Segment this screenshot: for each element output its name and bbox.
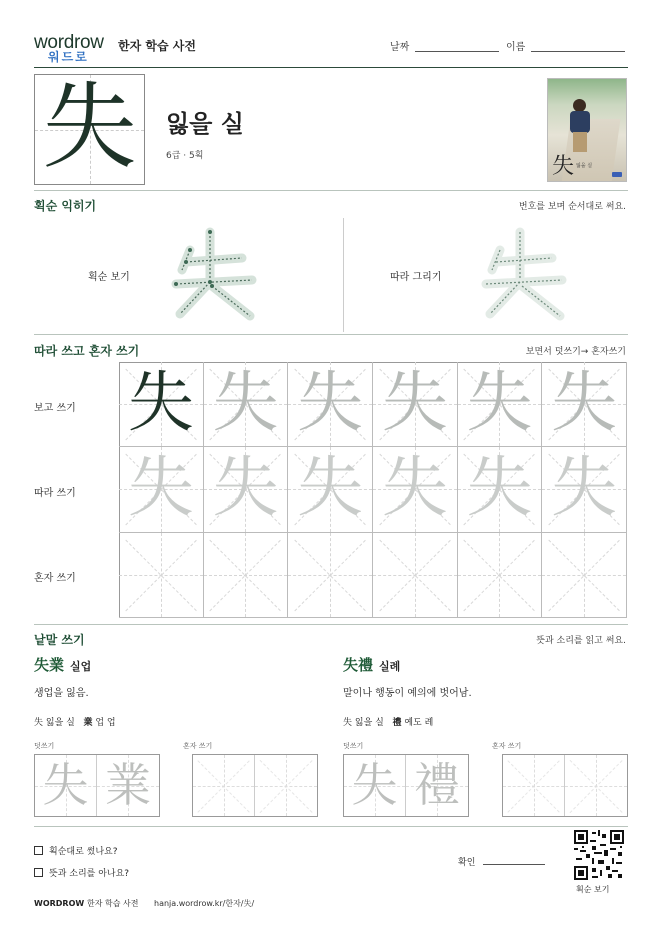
grid-character bbox=[542, 533, 626, 617]
row-label-solo: 혼자 쓰기 bbox=[34, 573, 76, 584]
grid-cell[interactable] bbox=[204, 533, 289, 618]
confirm-label: 확인 bbox=[458, 858, 476, 868]
row-label-trace: 따라 쓰기 bbox=[34, 488, 76, 499]
grid-cell[interactable] bbox=[373, 533, 458, 618]
grid-cell[interactable] bbox=[542, 533, 627, 618]
word-1-solo-box[interactable] bbox=[192, 754, 318, 817]
confirm-field[interactable] bbox=[458, 855, 545, 868]
check-meaning-sound-label: 뜻과 소리를 아나요? bbox=[49, 869, 130, 879]
word-2-solo-box[interactable] bbox=[502, 754, 628, 817]
word-2-solo-label: 혼자 쓰기 bbox=[492, 742, 522, 750]
stroke-order-title: 획순 익히기 bbox=[34, 199, 97, 213]
word-2-trace-char-1: 失 bbox=[351, 758, 398, 812]
word-2-reading: 실례 bbox=[379, 660, 401, 673]
qr-code-icon[interactable] bbox=[574, 830, 624, 880]
hero-character: 失 bbox=[42, 73, 137, 182]
word-2-part1-char: 失 bbox=[343, 718, 353, 728]
grid-character: 失 bbox=[466, 364, 533, 441]
word-2-hanja: 失禮 bbox=[343, 656, 374, 674]
grid-cell[interactable] bbox=[204, 447, 289, 532]
check-stroke-order-label: 획순대로 썼나요? bbox=[49, 847, 118, 857]
grid-character: 失 bbox=[212, 364, 279, 441]
grid-cell[interactable] bbox=[288, 447, 373, 532]
checkbox-icon[interactable] bbox=[34, 846, 43, 855]
word-1-hanja: 失業 bbox=[34, 656, 65, 674]
vocab-title: 낱말 쓰기 bbox=[34, 633, 85, 647]
footer-brand bbox=[34, 898, 138, 909]
grid-cell[interactable] bbox=[119, 447, 204, 532]
grid-cell[interactable] bbox=[458, 533, 543, 618]
grid-cell[interactable] bbox=[204, 362, 289, 447]
grid-character: 失 bbox=[127, 449, 194, 527]
word-1-trace-char-2: 業 bbox=[105, 758, 151, 812]
grid-character bbox=[458, 533, 542, 617]
word-2-trace-char-2: 禮 bbox=[414, 758, 460, 812]
stroke-trace-diagram bbox=[480, 222, 570, 322]
photo-character: 失 bbox=[552, 154, 575, 179]
character-meaning: 잃을 실 bbox=[166, 110, 244, 138]
word-1-solo-label: 혼자 쓰기 bbox=[183, 742, 213, 750]
illustration-image bbox=[547, 78, 627, 182]
word-1-part1-gloss: 잃을 실 bbox=[45, 718, 75, 728]
grid-character: 失 bbox=[297, 364, 364, 441]
word-1-parts bbox=[34, 715, 116, 728]
word-1-part1-char: 失 bbox=[34, 718, 44, 728]
checkbox-icon[interactable] bbox=[34, 868, 43, 877]
grid-character: 失 bbox=[381, 364, 448, 441]
word-2-parts bbox=[343, 715, 433, 728]
word-2-trace-label: 덧쓰기 bbox=[343, 742, 364, 750]
grid-cell[interactable] bbox=[119, 362, 204, 447]
footer-brand-name: WORDROW bbox=[34, 899, 85, 908]
stroke-order-diagram bbox=[170, 222, 260, 322]
word-1-reading: 실업 bbox=[70, 660, 92, 673]
grid-character bbox=[119, 533, 203, 617]
photo-logo-icon bbox=[612, 172, 622, 177]
word-2-part2-gloss: 예도 례 bbox=[404, 718, 434, 728]
logo-subtext: 워드로 bbox=[48, 50, 89, 64]
grid-cell[interactable] bbox=[373, 447, 458, 532]
stroke-trace-label: 따라 그리기 bbox=[390, 272, 442, 283]
grade-stroke-count: 6급 · 5획 bbox=[166, 151, 204, 161]
date-field[interactable] bbox=[390, 38, 499, 53]
qr-label: 획순 보기 bbox=[576, 885, 610, 894]
row-label-view: 보고 쓰기 bbox=[34, 403, 76, 414]
document-title: 한자 학습 사전 bbox=[118, 39, 196, 53]
check-meaning-sound[interactable] bbox=[34, 866, 129, 879]
grid-character: 失 bbox=[551, 364, 618, 441]
word-2-definition: 말이나 행동이 예의에 벗어남. bbox=[343, 688, 472, 699]
photo-caption: 잃을 실 bbox=[576, 163, 593, 169]
stroke-view-label: 획순 보기 bbox=[88, 272, 130, 283]
name-field[interactable] bbox=[506, 38, 625, 53]
grid-character: 失 bbox=[466, 449, 533, 527]
writing-title: 따라 쓰고 혼자 쓰기 bbox=[34, 344, 140, 358]
grid-cell[interactable] bbox=[119, 533, 204, 618]
grid-character: 失 bbox=[212, 449, 279, 527]
grid-character bbox=[288, 533, 372, 617]
wordrow-logo: wordrow bbox=[34, 32, 104, 53]
grid-character bbox=[373, 533, 457, 617]
vocab-note: 뜻과 소리를 읽고 써요. bbox=[536, 636, 626, 646]
word-1-trace-char-1: 失 bbox=[42, 758, 89, 812]
word-1-part2-char: 業 bbox=[83, 718, 93, 728]
writing-note: 보면서 덧쓰기→ 혼자쓰기 bbox=[525, 347, 626, 357]
check-stroke-order[interactable] bbox=[34, 844, 118, 857]
grid-cell[interactable] bbox=[288, 533, 373, 618]
word-2-part1-gloss: 잃을 실 bbox=[354, 718, 384, 728]
grid-cell[interactable] bbox=[542, 362, 627, 447]
word-2-heading bbox=[343, 654, 400, 675]
word-1-trace-box[interactable] bbox=[34, 754, 160, 817]
footer-brand-sub: 한자 학습 사전 bbox=[87, 899, 139, 908]
grid-cell[interactable] bbox=[458, 447, 543, 532]
word-1-definition: 생업을 잃음. bbox=[34, 688, 89, 699]
word-2-part2-char: 禮 bbox=[392, 718, 402, 728]
page-header bbox=[34, 28, 628, 68]
grid-character: 失 bbox=[551, 449, 618, 527]
grid-character: 失 bbox=[297, 449, 364, 527]
footer-url[interactable]: hanja.wordrow.kr/한자/失/ bbox=[154, 899, 255, 908]
stroke-order-note: 번호를 보며 순서대로 써요. bbox=[518, 202, 626, 212]
grid-character bbox=[204, 533, 288, 617]
name-label: 이름 bbox=[506, 42, 526, 53]
hero-character-box bbox=[34, 74, 145, 185]
word-1-trace-label: 덧쓰기 bbox=[34, 742, 55, 750]
grid-character: 失 bbox=[127, 364, 194, 441]
grid-cell[interactable] bbox=[542, 447, 627, 532]
writing-grid[interactable] bbox=[119, 362, 627, 618]
date-label: 날짜 bbox=[390, 42, 410, 53]
grid-character: 失 bbox=[381, 449, 448, 527]
grid-cell[interactable] bbox=[288, 362, 373, 447]
grid-cell[interactable] bbox=[458, 362, 543, 447]
grid-cell[interactable] bbox=[373, 362, 458, 447]
word-2-trace-box[interactable] bbox=[343, 754, 469, 817]
word-1-heading bbox=[34, 654, 91, 675]
word-1-part2-gloss: 업 업 bbox=[95, 718, 116, 728]
